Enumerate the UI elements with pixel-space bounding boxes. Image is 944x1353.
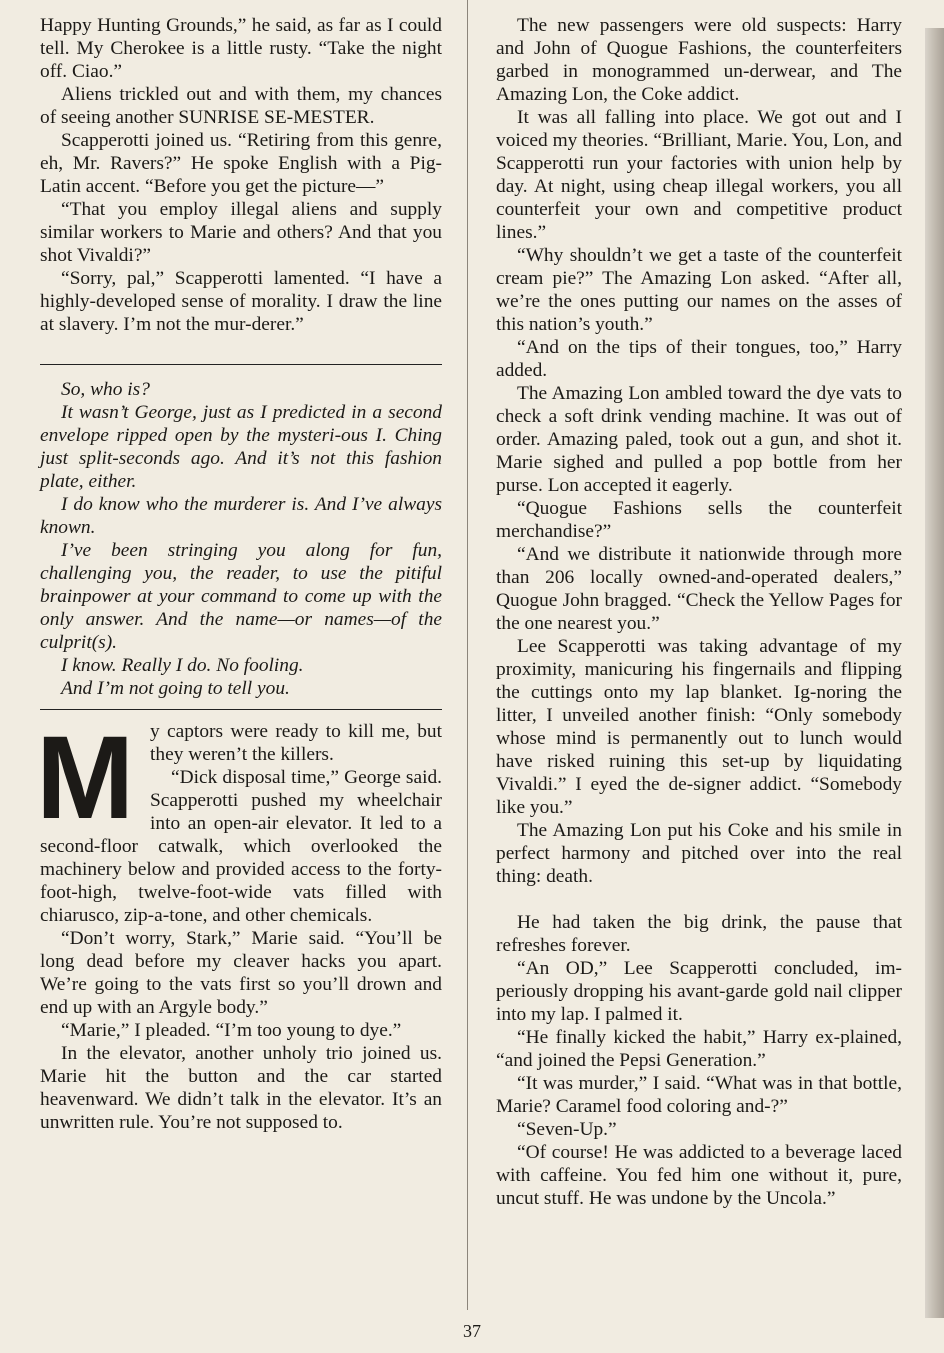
paragraph: “He finally kicked the habit,” Harry ex-plained, “and joined the Pepsi Generation.” xyxy=(496,1027,902,1071)
paragraph: “That you employ illegal aliens and supply similar workers to Marie and others? And that you shot Vivaldi?” xyxy=(40,199,442,266)
section-rule xyxy=(40,709,442,710)
paragraph: “Sorry, pal,” Scapperotti lamented. “I have a highly-developed sense of morality. I draw the line at slavery. I’m not the mur-derer.” xyxy=(40,268,442,335)
paragraph: “It was murder,” I said. “What was in that bottle, Marie? Caramel food coloring and-?” xyxy=(496,1073,902,1117)
paragraph: “Why shouldn’t we get a taste of the counterfeit cream pie?” The Amazing Lon asked. “After all, we’re the ones putting our names on the asses of this nation’s youth.” xyxy=(496,245,902,335)
paragraph: “Marie,” I pleaded. “I’m too young to dye.” xyxy=(61,1020,402,1041)
paragraph: “Of course! He was addicted to a beverage laced with caffeine. You fed him one without it, pure, uncut stuff. He was undone by the Uncola.” xyxy=(496,1142,902,1209)
section-rule xyxy=(40,364,442,365)
italic-paragraph: I’ve been stringing you along for fun, challenging you, the reader, to use the pitiful brainpower at your command to come up with the only answer. And the name—or names—of the culprit(s). xyxy=(40,540,442,653)
paragraph: “Seven-Up.” xyxy=(517,1119,617,1140)
left-column xyxy=(36,14,442,1134)
paragraph: “Quogue Fashions sells the counterfeit merchandise?” xyxy=(496,498,902,542)
paragraph: “An OD,” Lee Scapperotti concluded, im-periously dropping his avant-garde gold nail clipper into my lap. I palmed it. xyxy=(496,958,902,1025)
paragraph: The Amazing Lon ambled toward the dye vats to check a soft drink vending machine. It was out of order. Amazing paled, took out a gun, and shot it. Marie sighed and pulled a pop bottle from her purse. Lon accepted it eagerly. xyxy=(496,383,902,496)
paragraph: The new passengers were old suspects: Harry and John of Quogue Fashions, the counterfeiters garbed in monogrammed un-derwear, and The Amazing Lon, the Coke addict. xyxy=(496,15,902,105)
section-break xyxy=(496,888,902,911)
right-column xyxy=(496,14,902,1210)
paragraph: “And we distribute it nationwide through more than 206 locally owned-and-operated dealers,” Quogue John bragged. “Check the Yellow Pages for the one nearest you.” xyxy=(496,544,902,634)
narrator-aside xyxy=(40,378,442,700)
italic-paragraph: So, who is? xyxy=(61,379,150,400)
paragraph: y captors were ready to kill me, but they weren’t the killers. xyxy=(150,721,442,765)
chapter-section xyxy=(36,712,442,1134)
paragraph: Aliens trickled out and with them, my chances of seeing another SUNRISE SE-MESTER. xyxy=(40,84,442,128)
italic-paragraph: And I’m not going to tell you. xyxy=(61,678,290,699)
paragraph: Lee Scapperotti was taking advantage of my proximity, manicuring his fingernails and flipping the cuttings onto my lap blanket. Ig-noring the litter, I unveiled another finish: “Only somebody whose mind is permanently out to lunch would have risked ruining this set-up by liquidating Vivaldi.” I eyed the de-signer addict. “Somebody like you.” xyxy=(496,636,902,818)
italic-paragraph: I do know who the murderer is. And I’ve always known. xyxy=(40,494,442,538)
facing-page-edge xyxy=(925,28,944,1318)
italic-paragraph: I know. Really I do. No fooling. xyxy=(61,655,304,676)
paragraph: In the elevator, another unholy trio joined us. Marie hit the button and the car started heavenward. We didn’t talk in the elevator. It’s an unwritten rule. You’re not supposed to. xyxy=(40,1043,442,1133)
paragraph: Happy Hunting Grounds,” he said, as far as I could tell. My Cherokee is a little rusty. “Take the night off. Ciao.” xyxy=(40,15,442,82)
italic-paragraph: It wasn’t George, just as I predicted in a second envelope ripped open by the mysteri-ous I. Ching just split-seconds ago. And it’s not this fashion plate, either. xyxy=(40,402,442,492)
paragraph: “Dick disposal time,” George said. Scapperotti pushed my wheelchair into an open-air elevator. It led to a second-floor catwalk, which overlooked the machinery below and provided access to the forty-foot-high, twelve-foot-wide vats filled with chiarusco, zip-a-tone, and other chemicals. xyxy=(40,767,442,926)
drop-cap: M xyxy=(36,712,131,844)
paragraph: “And on the tips of their tongues, too,” Harry added. xyxy=(496,337,902,381)
paragraph: He had taken the big drink, the pause that refreshes forever. xyxy=(496,912,902,956)
paragraph: It was all falling into place. We got out and I voiced my theories. “Brilliant, Marie. You, Lon, and Scapperotti run your factories with union help by day. At night, using cheap illegal workers, you all counterfeit your own and competitive product lines.” xyxy=(496,107,902,243)
column-divider xyxy=(467,0,468,1310)
paragraph: The Amazing Lon put his Coke and his smile in perfect harmony and pitched over into the real thing: death. xyxy=(496,820,902,887)
page-number: 37 xyxy=(463,1321,481,1341)
paragraph: “Don’t worry, Stark,” Marie said. “You’ll be long dead before my cleaver hacks you apart. We’re going to the vats first so you’ll drown and end up with an Argyle body.” xyxy=(40,928,442,1018)
paragraph: Scapperotti joined us. “Retiring from this genre, eh, Mr. Ravers?” He spoke English with a Pig-Latin accent. “Before you get the picture—” xyxy=(40,130,442,197)
